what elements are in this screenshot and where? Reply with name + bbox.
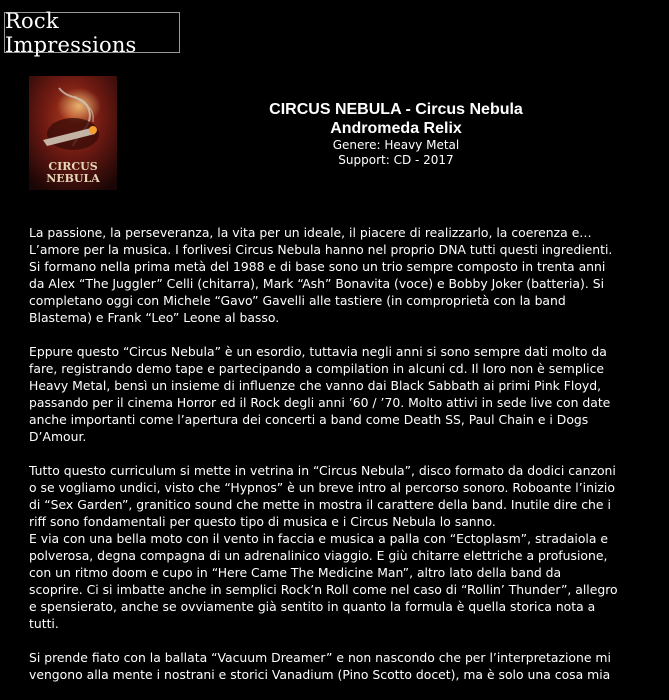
review-paragraph: Si prende fiato con la ballata “Vacuum Dreamer” e non nascondo che per l’interpretazione mi vengono alla mente i nostrani e storici Vanadium (Pino Scotto docet), ma è solo una cosa mia [29,650,611,682]
review-body [29,224,654,700]
svg-text:NEBULA: NEBULA [46,172,100,185]
site-logo[interactable]: Rock Impressions [4,12,180,53]
album-label: Andromeda Relix [330,120,462,137]
album-title: CIRCUS NEBULA - Circus Nebula [269,101,523,118]
review-paragraph: Eppure questo “Circus Nebula” è un esordio, tuttavia negli anni si sono sempre dati molto da fare, registrando demo tape e partecipando a compilation in alcuni cd. Il loro non è semplice Heavy Metal, bensì un insieme di influenze che vanno dai Black Sabbath ai primi Pink Floyd, passando per il cinema Horror ed il Rock degli anni ’60 / ’70. Molto attivi in sede live con date anche importanti come l’apertura dei concerti a band come Death SS, Paul Chain e i Dogs D’Amour. [29,344,611,444]
album-support: Support: CD - 2017 [338,153,454,167]
review-paragraph: La passione, la perseveranza, la vita per un ideale, il piacere di realizzarlo, la coerenza e… L’amore per la musica. I forlivesi Circus Nebula hanno nel proprio DNA tutti questi ingredienti. Si formano nella prima metà del 1988 e di base sono un trio sempre composto in trenta anni da Alex “The Juggler” Celli (chitarra), Mark “Ash” Bonavita (voce) e Bobby Joker (batteria). Si completano oggi con Michele “Gavo” Gavelli alle tastiere (in comproprietà con la band Blastema) e Frank “Leo” Leone al basso. [29,225,613,325]
album-cover [29,76,117,190]
album-header [126,100,666,168]
svg-text:CIRCUS: CIRCUS [48,160,98,173]
review-paragraph: Tutto questo curriculum si mette in vetrina in “Circus Nebula”, disco formato da dodici canzoni o se vogliamo undici, visto che “Hypnos” è un breve intro al percorso sonoro. Roboante l’inizio di “Sex Garden”, granitico sound che mette in mostra il carattere della band. Inutile dire che i riff sono fondamentali per questo tipo di musica e i Circus Nebula lo sanno. E via con una bella moto con il vento in faccia e musica a palla con “Ectoplasm”, stradaiola e polverosa, degna compagna di un adrenalinico viaggio. E giù chitarre elettriche a profusione, con un ritmo doom e cupo in “Here Came The Medicine Man”, altro lato della band da scoprire. Ci si imbatte anche in semplici Rock’n Roll come nel caso di “Rollin’ Thunder”, allegro e spensierato, anche se ovviamente già sentito in quanto la formula è quella storica nota a tutti. [29,463,618,631]
album-genre: Genere: Heavy Metal [332,138,460,152]
